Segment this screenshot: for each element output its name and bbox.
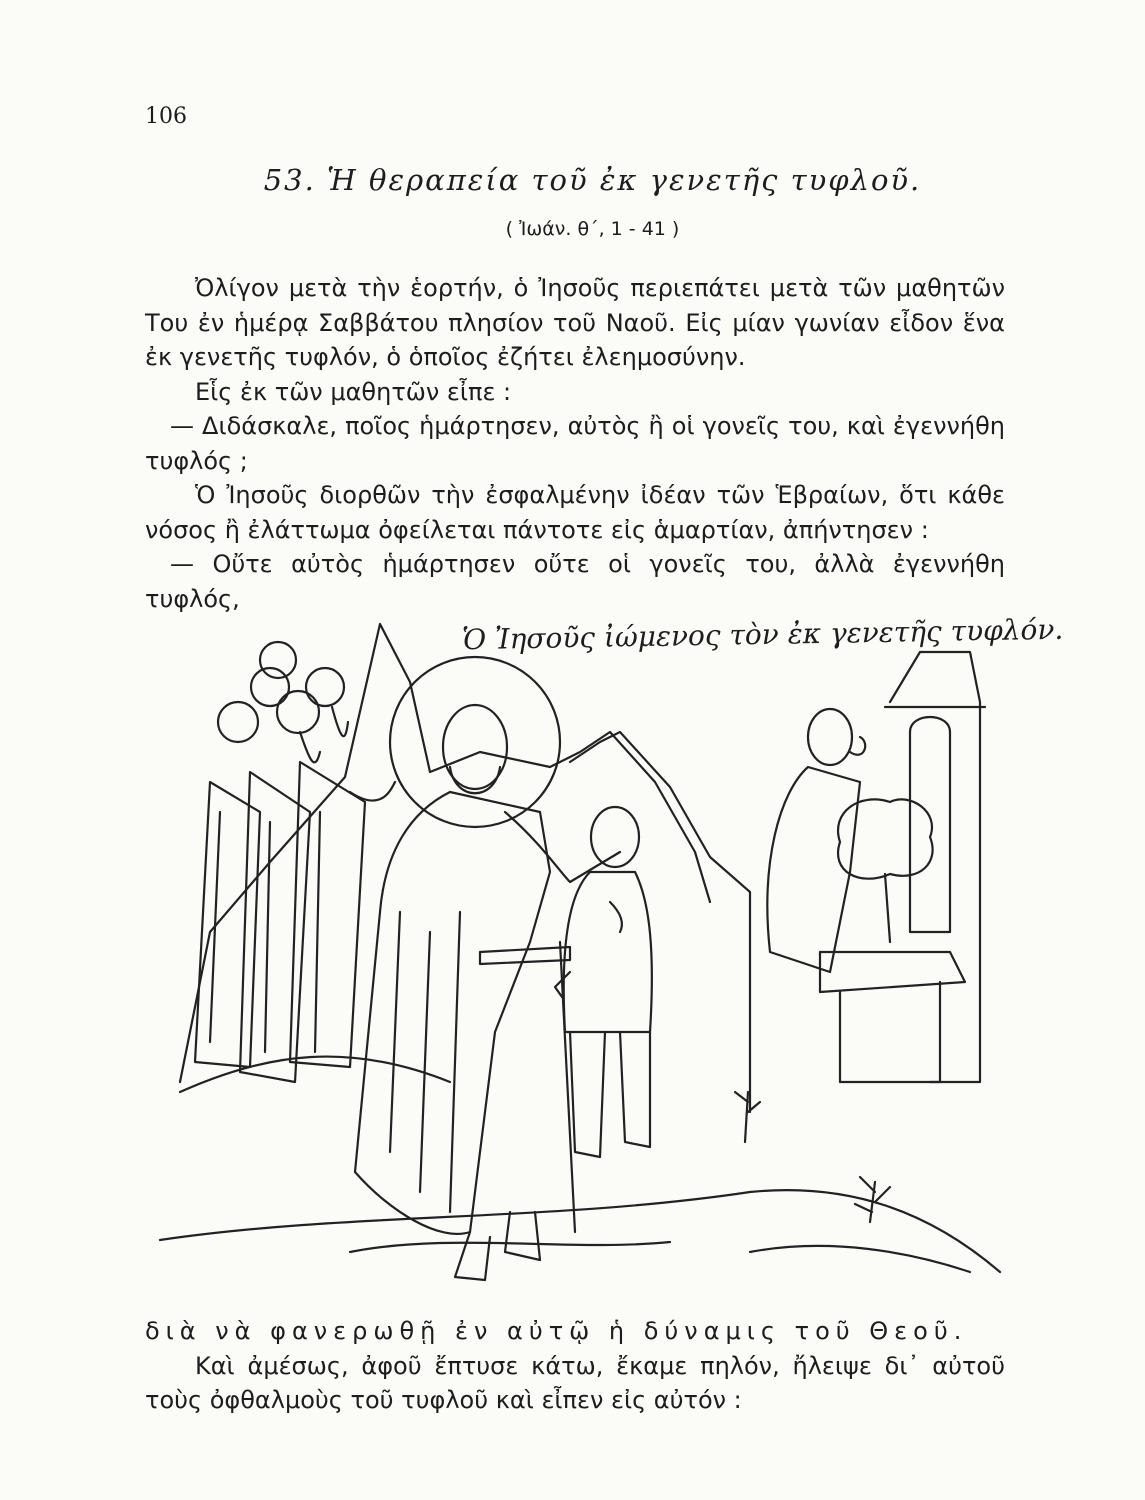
dialogue-line: — Οὔτε αὐτὸς ἡμάρτησεν οὔτε οἱ γονεῖς του, ἀλλὰ ἐγεννήθη τυφλός, — [145, 550, 1005, 613]
building — [885, 652, 985, 1082]
blind-man-figure — [555, 807, 652, 1232]
scripture-reference: ( Ἰωάν. θ΄, 1 - 41 ) — [505, 218, 680, 240]
paragraph: διὰ νὰ φανερωθῇ ἐν αὐτῷ ἡ δύναμις τοῦ Θεοῦ. — [145, 1317, 968, 1345]
illustration-inscription: Ὁ Ἰησοῦς ἰώμενος τὸν ἐκ γενετῆς τυφλόν. — [461, 612, 1064, 657]
chapter-title: 53. Ἡ θεραπεία τοῦ ἐκ γενετῆς τυφλοῦ. — [263, 163, 922, 197]
body-text-top — [145, 271, 1005, 616]
page-number: 106 — [145, 104, 187, 129]
paragraph: Καὶ ἀμέσως, ἀφοῦ ἔπτυσε κάτω, ἔκαμε πηλόν, ἤλειψε δι᾿ αὐτοῦ τοὺς ὀφθαλμοὺς τοῦ τυφλοῦ καὶ εἶπεν εἰς αὐτόν : — [145, 1351, 1005, 1414]
body-text-bottom — [145, 1314, 1005, 1418]
fountain — [820, 799, 965, 1082]
disciples-group — [195, 642, 395, 1082]
plant — [735, 1092, 760, 1142]
paragraph: Εἷς ἐκ τῶν μαθητῶν εἶπε : — [195, 377, 512, 406]
icon-illustration — [150, 612, 1010, 1292]
halo — [390, 657, 560, 827]
washing-man-figure — [767, 709, 865, 972]
paragraph: Ὀλίγον μετὰ τὴν ἑορτήν, ὁ Ἰησοῦς περιεπάτει μετὰ τῶν μαθητῶν Του ἐν ἡμέρᾳ Σαββάτου πλησίον τοῦ Ναοῦ. Εἰς μίαν γωνίαν εἶδον ἕνα ἐκ γενετῆς τυφλόν, ὁ ὁποῖος ἐζήτει ἐλεημοσύνην. — [145, 274, 1005, 371]
christ-figure — [355, 705, 620, 1280]
mountain-left — [180, 624, 710, 1082]
paragraph: Ὁ Ἰησοῦς διορθῶν τὴν ἐσφαλμένην ἰδέαν τῶν Ἑβραίων, ὅτι κάθε νόσος ἢ ἐλάττωμα ὀφείλεται πάντοτε εἰς ἁμαρτίαν, ἀπήντησεν : — [145, 481, 1005, 544]
dialogue-line: — Διδάσκαλε, ποῖος ἡμάρτησεν, αὐτὸς ἢ οἱ γονεῖς του, καὶ ἐγεννήθη τυφλός ; — [145, 412, 1005, 475]
